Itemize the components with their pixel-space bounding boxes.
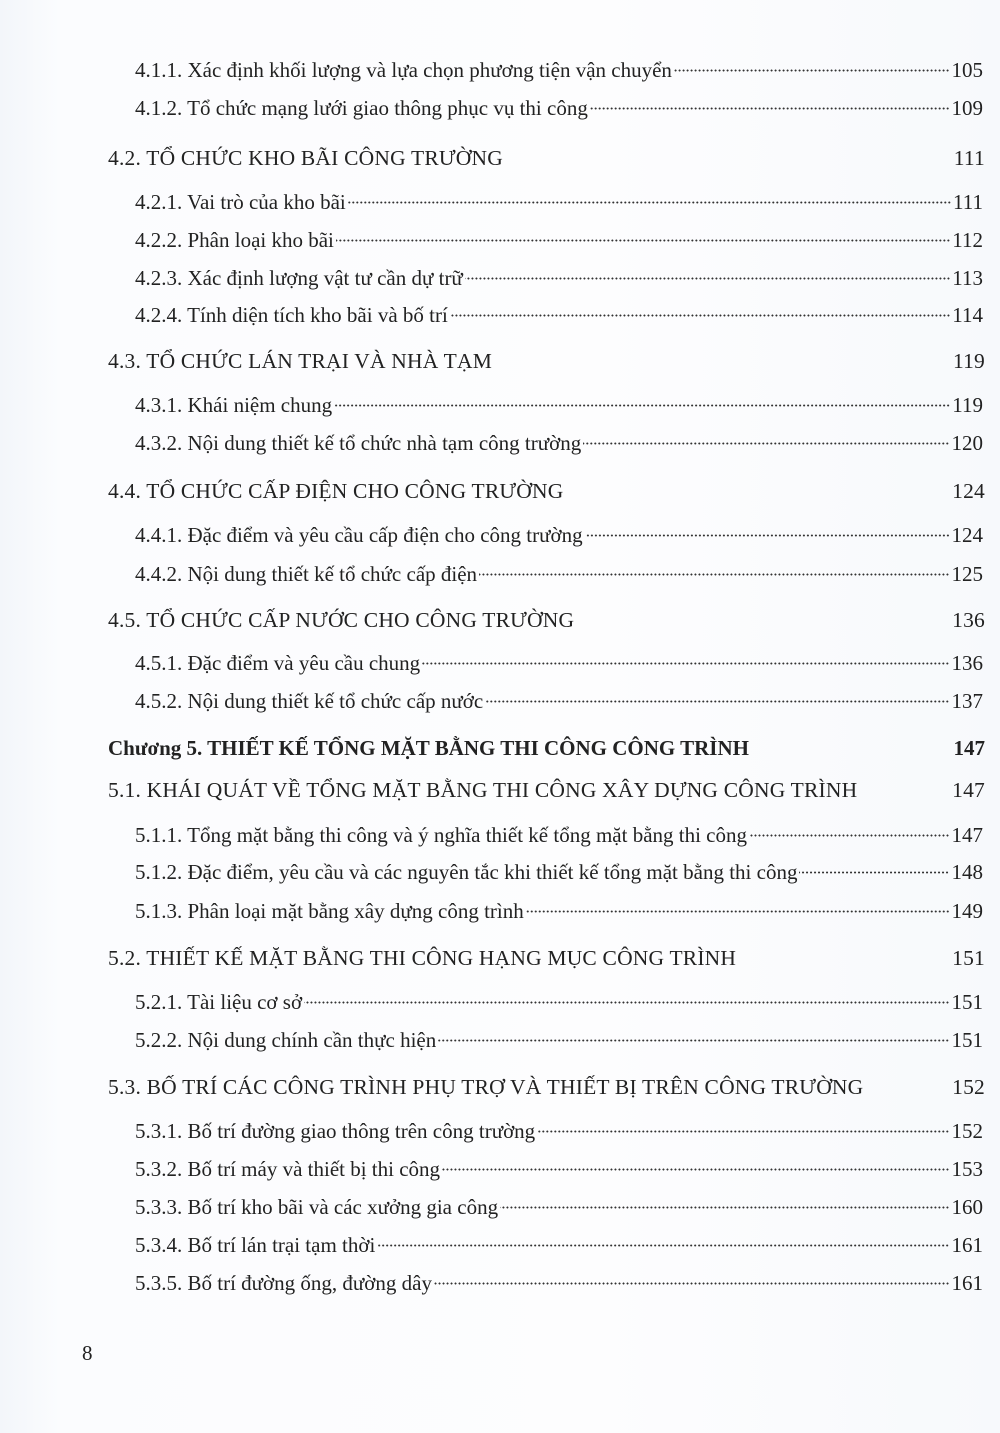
- toc-entry-page: 151: [952, 946, 985, 970]
- toc-subsection-entry[interactable]: [135, 391, 983, 419]
- toc-entry-page: 114: [952, 303, 983, 327]
- toc-subsection-entry[interactable]: [135, 264, 983, 292]
- toc-subsection-entry[interactable]: [135, 429, 983, 457]
- toc-subsection-entry[interactable]: [135, 1117, 983, 1145]
- toc-entry-page: 160: [951, 1195, 983, 1219]
- toc-entry-page: 147: [951, 823, 983, 847]
- toc-subsection-entry[interactable]: [135, 1231, 983, 1259]
- dot-leader: [590, 107, 950, 110]
- toc-entry-title: Chương 5. THIẾT KẾ TỔNG MẶT BẰNG THI CÔNG CÔNG TRÌNH: [108, 736, 749, 760]
- dot-leader: [537, 1130, 949, 1133]
- dot-leader: [422, 662, 949, 665]
- toc-entry-page: 149: [951, 899, 983, 923]
- toc-entry-title: 4.3. TỔ CHỨC LÁN TRẠI VÀ NHÀ TẠM: [108, 349, 493, 373]
- dot-leader: [526, 910, 950, 913]
- toc-entry-page: 105: [951, 58, 983, 82]
- toc-entry-title: 4.1.2. Tổ chức mạng lưới giao thông phục vụ thi công: [135, 96, 588, 120]
- toc-entry-title: 5.2. THIẾT KẾ MẶT BẰNG THI CÔNG HẠNG MỤC CÔNG TRÌNH: [108, 946, 737, 970]
- toc-entry-page: 161: [951, 1271, 983, 1295]
- toc-entry-title: 5.3.5. Bố trí đường ống, đường dây: [135, 1271, 432, 1295]
- toc-entry-title: 5.3.1. Bố trí đường giao thông trên công trường: [135, 1119, 536, 1143]
- dot-leader: [304, 1001, 949, 1004]
- toc-entry-page: 113: [952, 266, 983, 290]
- toc-subsection-entry[interactable]: [135, 897, 983, 925]
- toc-subsection-entry[interactable]: [135, 821, 983, 849]
- toc-entry-title: 4.4.1. Đặc điểm và yêu cầu cấp điện cho công trường: [135, 523, 583, 547]
- toc-entry-page: 152: [952, 1075, 985, 1099]
- dot-leader: [479, 573, 949, 576]
- toc-entry-page: 111: [953, 146, 985, 170]
- toc-subsection-entry[interactable]: [135, 1155, 983, 1183]
- toc-section-entry[interactable]: [108, 347, 985, 375]
- toc-entry-title: 5.2.2. Nội dung chính cần thực hiện: [135, 1028, 437, 1052]
- toc-entry-title: 4.2.4. Tính diện tích kho bãi và bố trí: [135, 303, 448, 327]
- toc-section-entry[interactable]: [108, 776, 985, 804]
- toc-subsection-entry[interactable]: [135, 649, 983, 677]
- toc-entry-page: 111: [953, 190, 983, 214]
- dot-leader: [585, 534, 950, 537]
- toc-entry-title: 5.1.3. Phân loại mặt bằng xây dựng công trình: [135, 899, 524, 923]
- dot-leader: [799, 871, 949, 874]
- toc-subsection-entry[interactable]: [135, 226, 983, 254]
- dot-leader: [348, 201, 951, 204]
- toc-entry-page: 152: [951, 1119, 983, 1143]
- toc-entry-title: 4.3.1. Khái niệm chung: [135, 393, 333, 417]
- toc-subsection-entry[interactable]: [135, 1026, 983, 1054]
- toc-subsection-entry[interactable]: [135, 560, 983, 588]
- toc-entry-title: 4.2.3. Xác định lượng vật tư cần dự trữ: [135, 266, 463, 290]
- dot-leader: [442, 1168, 949, 1171]
- toc-section-entry[interactable]: [108, 477, 985, 505]
- toc-entry-title: 4.3.2. Nội dung thiết kế tổ chức nhà tạm công trường: [135, 431, 582, 455]
- toc-entry-title: 4.4.2. Nội dung thiết kế tổ chức cấp điện: [135, 562, 478, 586]
- toc-entry-page: 125: [951, 562, 983, 586]
- toc-subsection-entry[interactable]: [135, 301, 983, 329]
- toc-entry-title: 5.1.2. Đặc điểm, yêu cầu và các nguyên tắc khi thiết kế tổng mặt bằng thi công: [135, 860, 798, 884]
- toc-entry-page: 147: [952, 778, 985, 802]
- toc-entry-page: 120: [951, 431, 983, 455]
- page-number: 8: [82, 1341, 93, 1365]
- toc-section-entry[interactable]: [108, 606, 985, 634]
- dot-leader: [500, 1206, 949, 1209]
- toc-section-entry[interactable]: [108, 944, 985, 972]
- toc-entry-page: 151: [951, 1028, 983, 1052]
- toc-subsection-entry[interactable]: [135, 94, 983, 122]
- dot-leader: [583, 442, 949, 445]
- toc-section-entry[interactable]: [108, 1073, 985, 1101]
- toc-subsection-entry[interactable]: [135, 858, 983, 886]
- toc-entry-page: 147: [953, 736, 985, 760]
- toc-entry-page: 148: [951, 860, 983, 884]
- dot-leader: [674, 69, 950, 72]
- toc-subsection-entry[interactable]: [135, 988, 983, 1016]
- toc-subsection-entry[interactable]: [135, 1193, 983, 1221]
- toc-entry-page: 151: [951, 990, 983, 1014]
- toc-entry-page: 119: [952, 349, 985, 373]
- toc-subsection-entry[interactable]: [135, 188, 983, 216]
- toc-subsection-entry[interactable]: [135, 521, 983, 549]
- dot-leader: [465, 277, 950, 280]
- toc-entry-page: 136: [952, 608, 985, 632]
- toc-chapter-entry[interactable]: [108, 734, 985, 762]
- toc-entry-title: 4.5. TỔ CHỨC CẤP NƯỚC CHO CÔNG TRƯỜNG: [108, 608, 575, 632]
- toc-entry-title: 5.3. BỐ TRÍ CÁC CÔNG TRÌNH PHỤ TRỢ VÀ THIẾT BỊ TRÊN CÔNG TRƯỜNG: [108, 1075, 864, 1099]
- toc-entry-page: 137: [951, 689, 983, 713]
- dot-leader: [450, 314, 950, 317]
- toc-section-entry[interactable]: [108, 144, 985, 172]
- dot-leader: [336, 239, 950, 242]
- toc-entry-title: 4.2.1. Vai trò của kho bãi: [135, 190, 346, 214]
- toc-entry-title: 4.5.2. Nội dung thiết kế tổ chức cấp nước: [135, 689, 484, 713]
- dot-leader: [438, 1039, 949, 1042]
- toc-entry-title: 5.2.1. Tài liệu cơ sở: [135, 990, 303, 1014]
- toc-entry-title: 5.3.4. Bố trí lán trại tạm thời: [135, 1233, 376, 1257]
- toc-subsection-entry[interactable]: [135, 687, 983, 715]
- toc-entry-page: 124: [951, 523, 983, 547]
- toc-entry-page: 153: [951, 1157, 983, 1181]
- toc-entry-page: 112: [952, 228, 983, 252]
- toc-entry-title: 5.3.2. Bố trí máy và thiết bị thi công: [135, 1157, 441, 1181]
- toc-entry-title: 4.4. TỔ CHỨC CẤP ĐIỆN CHO CÔNG TRƯỜNG: [108, 479, 564, 503]
- dot-leader: [334, 404, 950, 407]
- toc-entry-title: 5.1.1. Tổng mặt bằng thi công và ý nghĩa thiết kế tổng mặt bằng thi công: [135, 823, 748, 847]
- toc-entry-title: 5.1. KHÁI QUÁT VỀ TỔNG MẶT BẰNG THI CÔNG XÂY DỰNG CÔNG TRÌNH: [108, 778, 858, 802]
- toc-entry-page: 119: [952, 393, 983, 417]
- dot-leader: [749, 834, 949, 837]
- toc-entry-page: 124: [952, 479, 985, 503]
- toc-entry-page: 109: [951, 96, 983, 120]
- toc-entry-title: 4.1.1. Xác định khối lượng và lựa chọn phương tiện vận chuyển: [135, 58, 672, 82]
- toc-entry-title: 4.2. TỔ CHỨC KHO BÃI CÔNG TRƯỜNG: [108, 146, 503, 170]
- toc-entry-title: 5.3.3. Bố trí kho bãi và các xưởng gia công: [135, 1195, 499, 1219]
- toc-entry-title: 4.5.1. Đặc điểm và yêu cầu chung: [135, 651, 421, 675]
- toc-entry-title: 4.2.2. Phân loại kho bãi: [135, 228, 334, 252]
- dot-leader: [485, 700, 949, 703]
- dot-leader: [377, 1244, 949, 1247]
- toc-subsection-entry[interactable]: [135, 56, 983, 84]
- toc-entry-page: 136: [951, 651, 983, 675]
- toc-subsection-entry[interactable]: [135, 1269, 983, 1297]
- dot-leader: [434, 1282, 950, 1285]
- toc-entry-page: 161: [951, 1233, 983, 1257]
